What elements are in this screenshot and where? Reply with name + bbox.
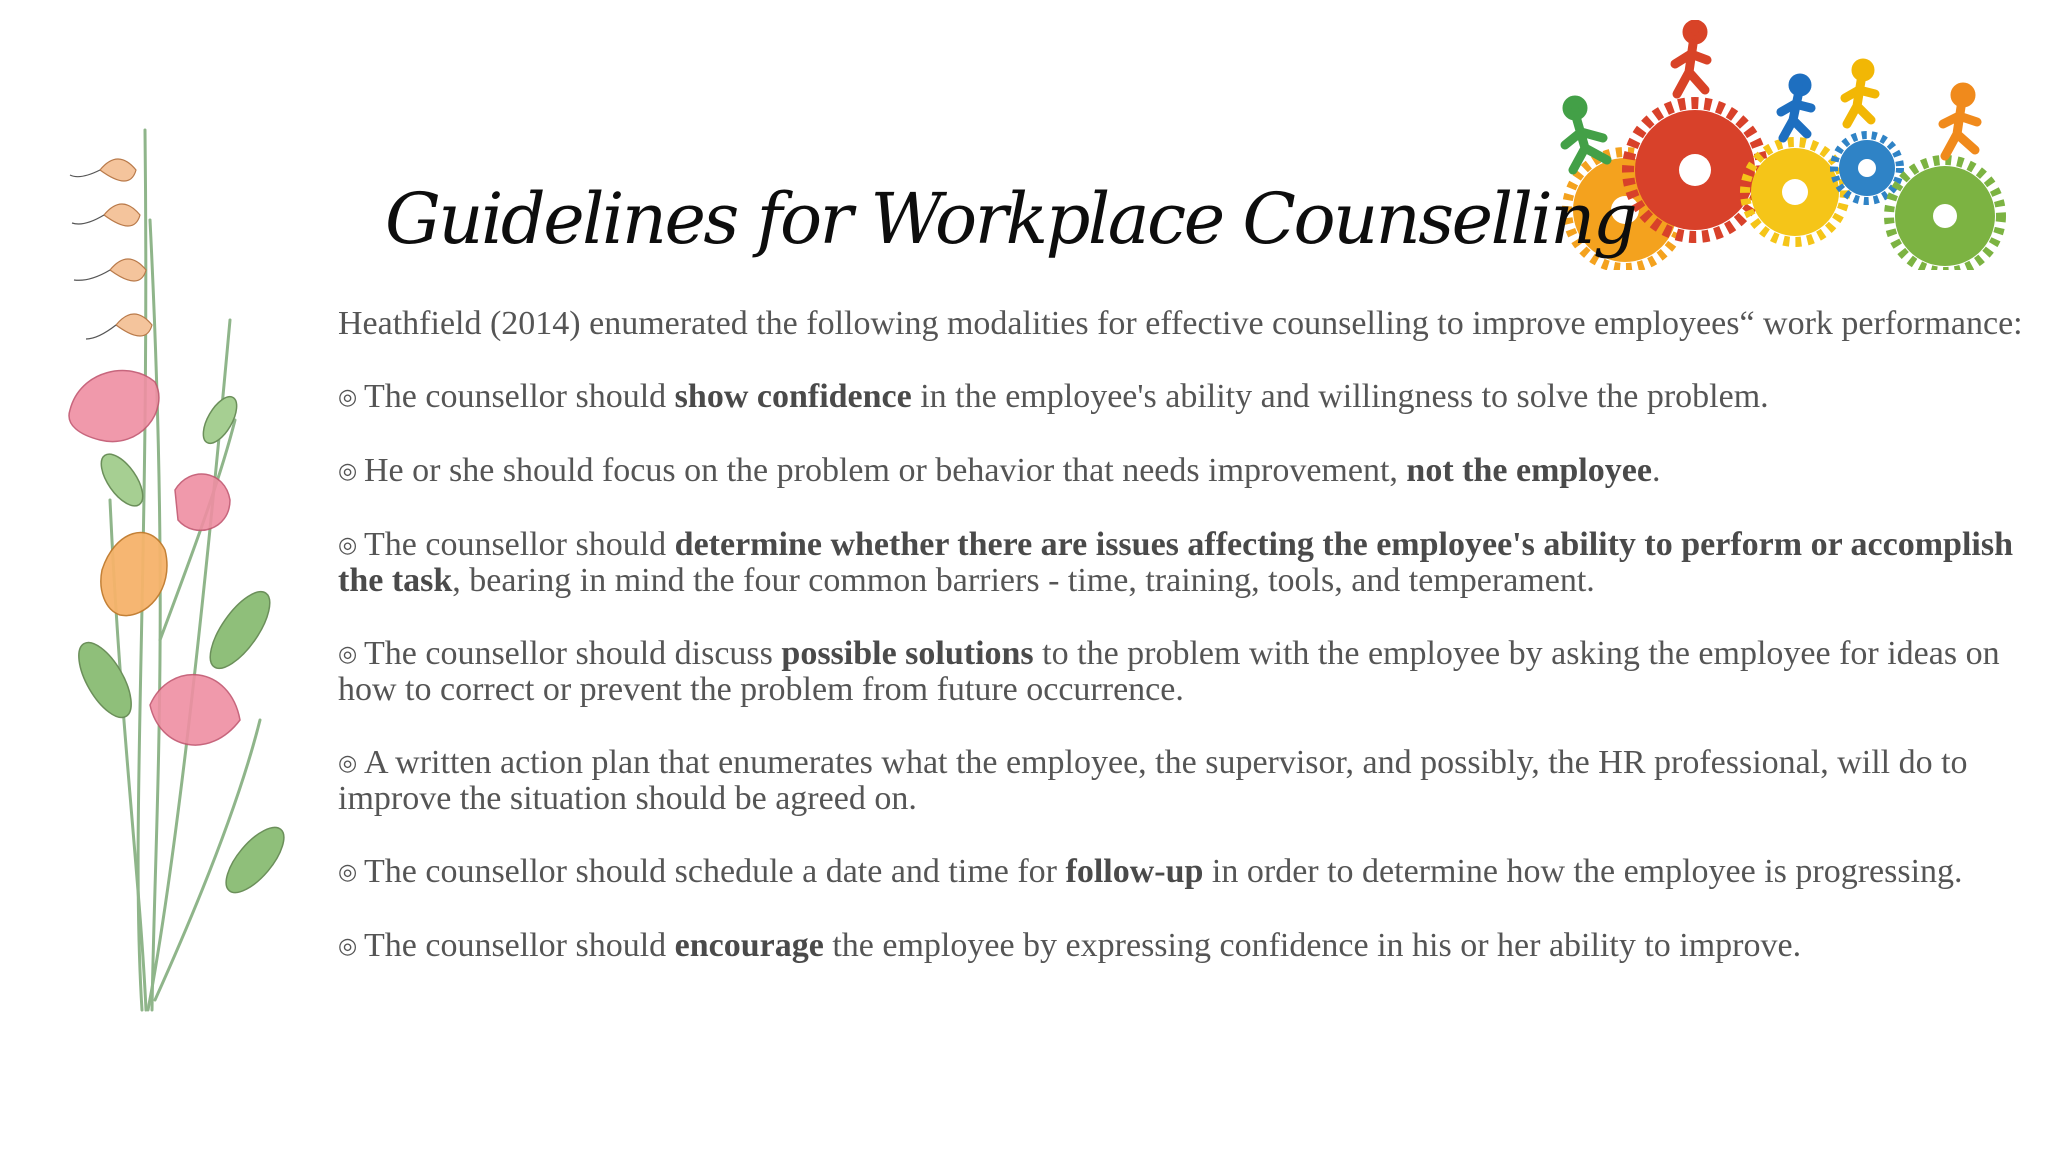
bullet-item: ◎ A written action plan that enumerates what the employee, the supervisor, and possibly, the HR professional, will do to improve the situation should be agreed on. xyxy=(338,744,1968,817)
spiral-bullet-icon: ◎ xyxy=(338,533,358,558)
intro-paragraph: Heathfield (2014) enumerated the following modalities for effective counselling to improve employees“ work performance: xyxy=(338,305,2023,342)
bullet-item: ◎ The counsellor should schedule a date and time for follow-up in order to determine how the employee is progressing. xyxy=(338,853,1963,890)
spiral-bullet-icon: ◎ xyxy=(338,459,358,484)
flower-bouquet-illustration xyxy=(60,120,330,1020)
spiral-bullet-icon: ◎ xyxy=(338,642,358,667)
slide-title: Guidelines for Workplace Counselling xyxy=(385,178,1636,260)
spiral-bullet-icon: ◎ xyxy=(338,860,358,885)
bullet-item: ◎ He or she should focus on the problem or behavior that needs improvement, not the employee. xyxy=(338,452,1661,489)
spiral-bullet-icon: ◎ xyxy=(338,385,358,410)
bullet-item: ◎ The counsellor should show confidence in the employee's ability and willingness to solve the problem. xyxy=(338,378,1769,415)
bullet-item: ◎ The counsellor should discuss possible solutions to the problem with the employee by asking the employee for ideas on how to correct or prevent the problem from future occurrence. xyxy=(338,635,2000,708)
spiral-bullet-icon: ◎ xyxy=(338,934,358,959)
bullet-item: ◎ The counsellor should determine whether there are issues affecting the employee's ability to perform or accomplish the task, bearing in mind the four common barriers - time, training, tools, and temperament. xyxy=(338,526,2013,599)
slide-body xyxy=(338,306,2038,1002)
spiral-bullet-icon: ◎ xyxy=(338,751,358,776)
bullet-item: ◎ The counsellor should encourage the employee by expressing confidence in his or her ability to improve. xyxy=(338,927,1802,964)
